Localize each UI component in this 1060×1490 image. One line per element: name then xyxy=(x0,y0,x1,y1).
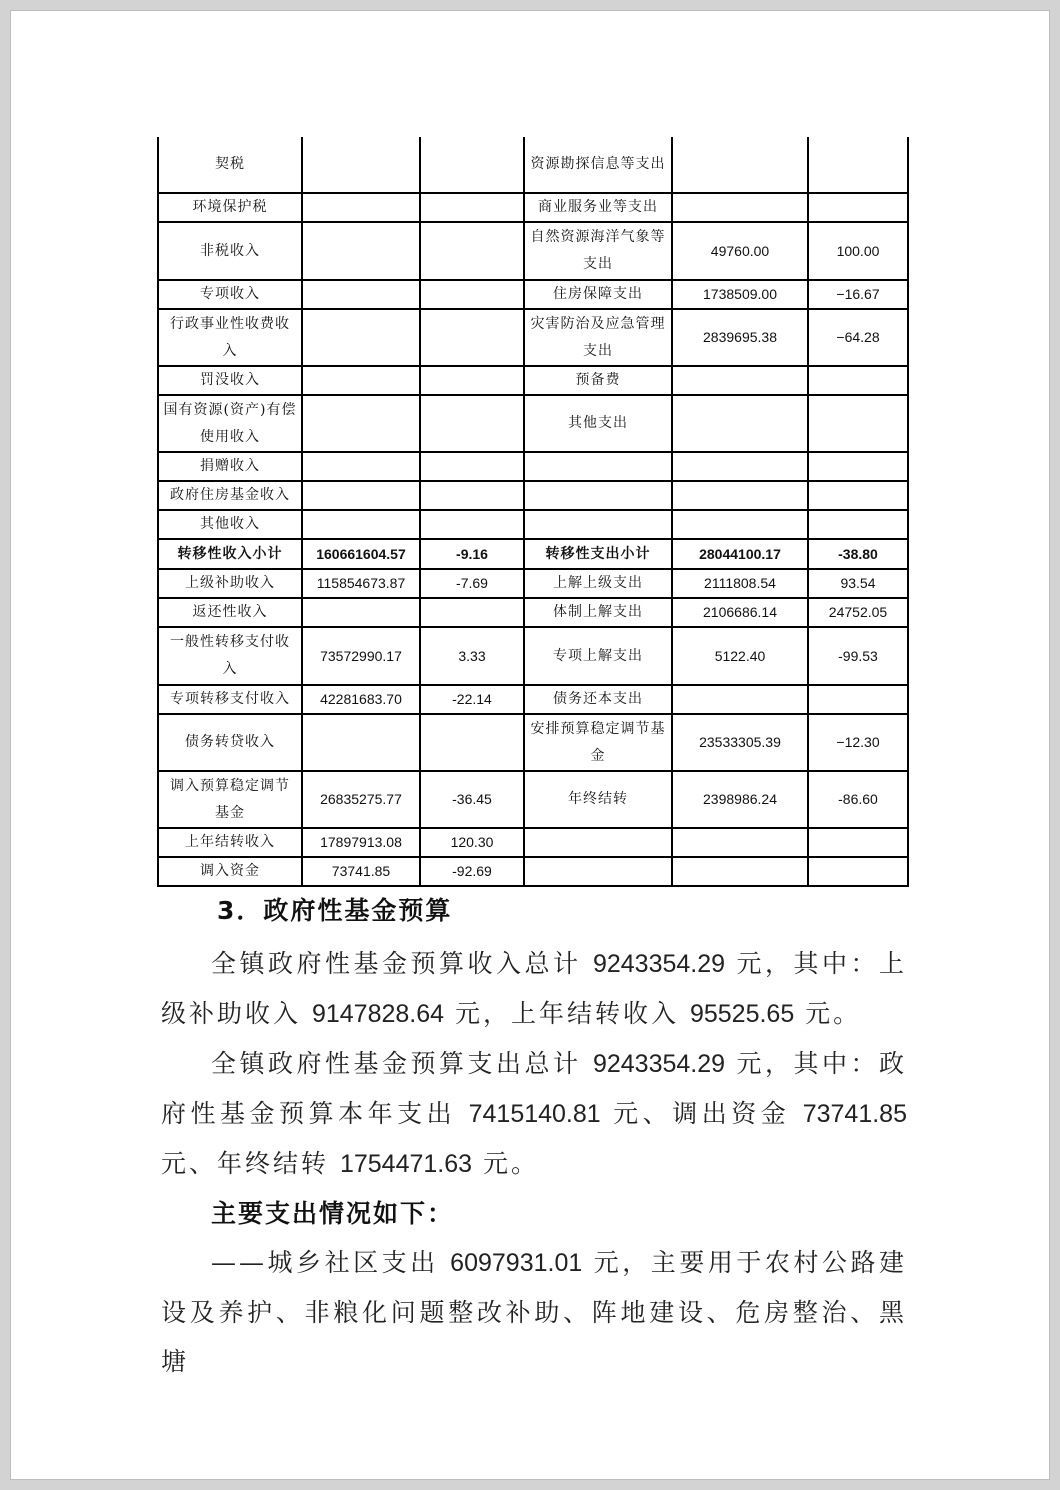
table-cell xyxy=(524,857,672,886)
table-cell xyxy=(302,452,420,481)
expenditure-total: 9243354.29 xyxy=(592,1050,726,1078)
transfer-out-amount: 73741.85 xyxy=(802,1100,907,1128)
table-row xyxy=(158,627,908,685)
table-cell xyxy=(808,510,908,539)
table-cell xyxy=(420,452,524,481)
text-run: 元，其中：上级补助收入 xyxy=(161,949,907,1028)
table-cell: 93.54 xyxy=(808,569,908,598)
table-cell: -86.60 xyxy=(808,771,908,828)
table-row xyxy=(158,714,908,771)
table-cell: 转移性收入小计 xyxy=(158,539,302,569)
table-cell: 住房保障支出 xyxy=(524,280,672,309)
table-cell: 73572990.17 xyxy=(302,627,420,685)
table-cell xyxy=(808,193,908,222)
table-cell xyxy=(302,714,420,771)
table-cell xyxy=(302,280,420,309)
table-cell xyxy=(420,137,524,193)
table-cell: 160661604.57 xyxy=(302,539,420,569)
table-cell xyxy=(808,395,908,452)
table-cell xyxy=(420,222,524,280)
table-row xyxy=(158,510,908,539)
table-cell: 转移性支出小计 xyxy=(524,539,672,569)
table-row xyxy=(158,395,908,452)
table-cell xyxy=(672,481,808,510)
table-cell: 115854673.87 xyxy=(302,569,420,598)
table-cell xyxy=(420,714,524,771)
section-body xyxy=(161,939,907,1386)
table-cell xyxy=(302,510,420,539)
table-cell xyxy=(672,510,808,539)
table-cell xyxy=(302,481,420,510)
table-cell: 专项上解支出 xyxy=(524,627,672,685)
table-row xyxy=(158,771,908,828)
table-cell: −12.30 xyxy=(808,714,908,771)
table-cell: 国有资源(资产)有偿使用收入 xyxy=(158,395,302,452)
table-row xyxy=(158,481,908,510)
year-end-carryover: 1754471.63 xyxy=(339,1150,473,1178)
table-cell: 上解上级支出 xyxy=(524,569,672,598)
table-cell: -9.16 xyxy=(420,539,524,569)
table-cell xyxy=(808,452,908,481)
text-run: 全镇政府性基金预算收入总计 xyxy=(211,949,593,978)
text-run: 元。 xyxy=(794,999,862,1028)
urban-rural-amount: 6097931.01 xyxy=(450,1249,583,1277)
table-cell: 体制上解支出 xyxy=(524,598,672,627)
table-cell: 24752.05 xyxy=(808,598,908,627)
table-cell xyxy=(524,452,672,481)
document-page xyxy=(10,10,1050,1480)
table-cell: 上级补助收入 xyxy=(158,569,302,598)
table-cell xyxy=(808,685,908,714)
table-cell: 自然资源海洋气象等支出 xyxy=(524,222,672,280)
table-cell xyxy=(524,481,672,510)
table-row xyxy=(158,685,908,714)
table-cell: 政府住房基金收入 xyxy=(158,481,302,510)
revenue-paragraph xyxy=(161,939,907,1039)
table-cell xyxy=(302,137,420,193)
table-cell: -38.80 xyxy=(808,539,908,569)
carryover-amount: 95525.65 xyxy=(689,1000,795,1028)
table-cell xyxy=(302,309,420,366)
table-cell xyxy=(302,366,420,395)
table-cell: 债务转贷收入 xyxy=(158,714,302,771)
table-cell xyxy=(420,481,524,510)
table-row xyxy=(158,857,908,886)
table-row xyxy=(158,598,908,627)
table-cell xyxy=(302,395,420,452)
table-row xyxy=(158,309,908,366)
table-cell: 42281683.70 xyxy=(302,685,420,714)
table-cell: 专项收入 xyxy=(158,280,302,309)
table-cell: -7.69 xyxy=(420,569,524,598)
table-cell: 商业服务业等支出 xyxy=(524,193,672,222)
table-row xyxy=(158,137,908,193)
table-cell xyxy=(420,395,524,452)
table-cell: 2398986.24 xyxy=(672,771,808,828)
table-cell: -99.53 xyxy=(808,627,908,685)
table-cell: 2106686.14 xyxy=(672,598,808,627)
table-cell: 其他收入 xyxy=(158,510,302,539)
table-row xyxy=(158,569,908,598)
text-run: 元，上年结转收入 xyxy=(444,999,690,1028)
table-cell xyxy=(672,395,808,452)
text-run: 元、年终结转 xyxy=(161,1149,340,1178)
table-cell xyxy=(672,193,808,222)
table-cell: −16.67 xyxy=(808,280,908,309)
expenditure-paragraph xyxy=(161,1039,907,1189)
table-cell: 100.00 xyxy=(808,222,908,280)
table-cell: −64.28 xyxy=(808,309,908,366)
table-cell: 17897913.08 xyxy=(302,828,420,857)
table-row xyxy=(158,193,908,222)
section-title: 3．政府性基金预算 xyxy=(217,896,453,925)
table-cell xyxy=(524,828,672,857)
table-cell: 灾害防治及应急管理支出 xyxy=(524,309,672,366)
table-cell: 1738509.00 xyxy=(672,280,808,309)
table-row xyxy=(158,222,908,280)
table-row xyxy=(158,828,908,857)
table-cell: 预备费 xyxy=(524,366,672,395)
table-cell: -22.14 xyxy=(420,685,524,714)
table-row xyxy=(158,366,908,395)
table-cell: 行政事业性收费收入 xyxy=(158,309,302,366)
table-cell: 28044100.17 xyxy=(672,539,808,569)
table-cell: 调入预算稳定调节基金 xyxy=(158,771,302,828)
current-year-expenditure: 7415140.81 xyxy=(468,1100,601,1128)
table-cell: 2839695.38 xyxy=(672,309,808,366)
table-cell xyxy=(420,366,524,395)
table-cell: 非税收入 xyxy=(158,222,302,280)
table-cell xyxy=(420,280,524,309)
text-run: 元，其中：政府性基金预算本年支出 xyxy=(161,1049,907,1128)
main-expenditure-heading: 主要支出情况如下： xyxy=(211,1199,455,1228)
table-cell: 安排预算稳定调节基金 xyxy=(524,714,672,771)
table-cell: 3.33 xyxy=(420,627,524,685)
table-cell: 调入资金 xyxy=(158,857,302,886)
table-cell xyxy=(808,366,908,395)
table-cell xyxy=(420,309,524,366)
text-run: 元，主要用于农村公路建设及养护、非粮化问题整改补助、阵地建设、危房整治、黑塘 xyxy=(161,1248,908,1376)
table-cell: 一般性转移支付收入 xyxy=(158,627,302,685)
table-cell: 捐赠收入 xyxy=(158,452,302,481)
text-run: 元、调出资金 xyxy=(600,1099,803,1128)
table-cell xyxy=(672,857,808,886)
table-cell xyxy=(302,193,420,222)
table-cell xyxy=(672,828,808,857)
table-cell: 债务还本支出 xyxy=(524,685,672,714)
table-cell: 73741.85 xyxy=(302,857,420,886)
upper-subsidy-amount: 9147828.64 xyxy=(311,1000,445,1028)
table-row xyxy=(158,539,908,569)
table-row xyxy=(158,280,908,309)
table-cell xyxy=(420,598,524,627)
table-row xyxy=(158,452,908,481)
table-cell xyxy=(302,598,420,627)
table-cell xyxy=(420,510,524,539)
table-cell xyxy=(420,193,524,222)
table-cell xyxy=(672,685,808,714)
text-run: 全镇政府性基金预算支出总计 xyxy=(211,1049,593,1078)
text-run: 元。 xyxy=(472,1149,539,1178)
table-cell: 26835275.77 xyxy=(302,771,420,828)
table-cell xyxy=(808,857,908,886)
text-run: ——城乡社区支出 xyxy=(211,1248,451,1277)
table-cell: -36.45 xyxy=(420,771,524,828)
urban-rural-paragraph xyxy=(161,1238,907,1386)
table-cell: 资源勘探信息等支出 xyxy=(524,137,672,193)
table-cell: 49760.00 xyxy=(672,222,808,280)
table-cell: 120.30 xyxy=(420,828,524,857)
table-cell: 23533305.39 xyxy=(672,714,808,771)
table-cell xyxy=(672,366,808,395)
table-cell: 2111808.54 xyxy=(672,569,808,598)
table-cell: 契税 xyxy=(158,137,302,193)
table-cell xyxy=(672,452,808,481)
table-cell xyxy=(808,828,908,857)
table-cell: 其他支出 xyxy=(524,395,672,452)
table-cell: -92.69 xyxy=(420,857,524,886)
table-cell: 返还性收入 xyxy=(158,598,302,627)
table-cell: 年终结转 xyxy=(524,771,672,828)
table-cell xyxy=(808,481,908,510)
table-cell: 环境保护税 xyxy=(158,193,302,222)
table-cell: 专项转移支付收入 xyxy=(158,685,302,714)
table-cell xyxy=(672,137,808,193)
table-cell xyxy=(808,137,908,193)
revenue-total: 9243354.29 xyxy=(592,950,726,978)
budget-table xyxy=(157,137,909,887)
table-cell: 罚没收入 xyxy=(158,366,302,395)
table-cell: 上年结转收入 xyxy=(158,828,302,857)
table-cell xyxy=(302,222,420,280)
table-cell: 5122.40 xyxy=(672,627,808,685)
budget-table-body xyxy=(158,137,908,886)
table-cell xyxy=(524,510,672,539)
